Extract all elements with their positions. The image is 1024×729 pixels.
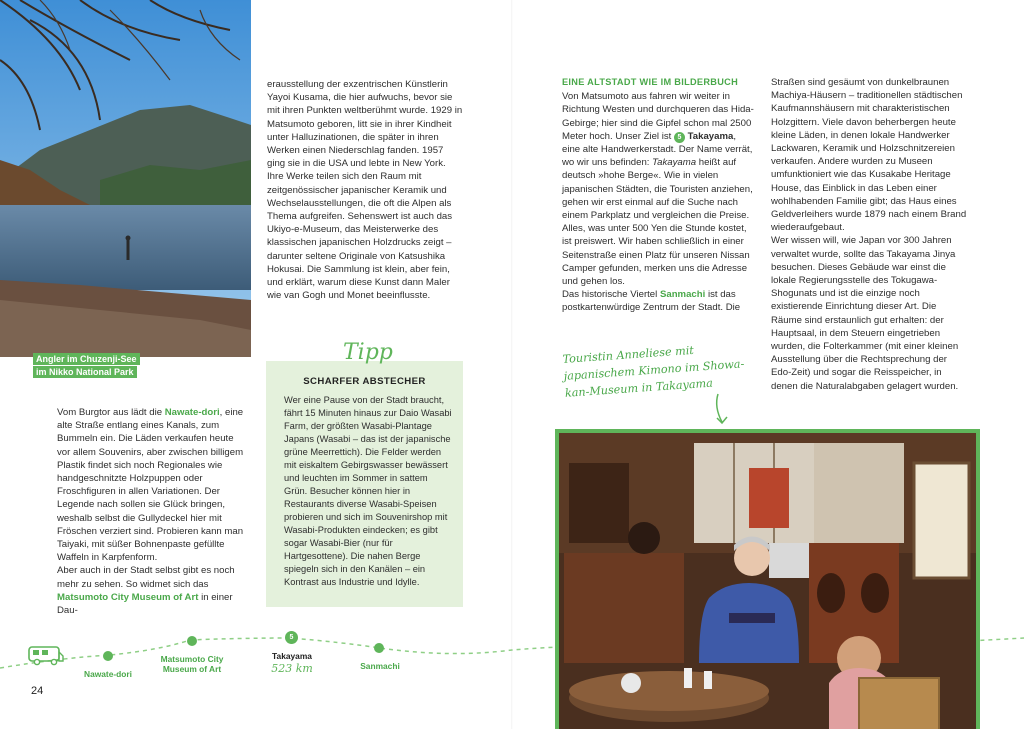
text: Aber auch in der Stadt selbst gibt es noch mehr zu sehen. So widmet sich das bbox=[57, 565, 235, 590]
route-stop-sanmachi: Sanmachi bbox=[360, 661, 400, 671]
left-column-1 bbox=[57, 406, 249, 617]
route-stop-dot bbox=[374, 643, 384, 653]
caption-line-1: Angler im Chuzenji-See bbox=[33, 353, 140, 365]
sanmachi-link: Sanmachi bbox=[659, 289, 706, 301]
route-stop-takayama: Takayama bbox=[272, 651, 312, 661]
lake-photo bbox=[0, 0, 251, 357]
right-col1-paragraph-2 bbox=[562, 288, 754, 314]
text: Vom Burgtor aus lädt die bbox=[57, 407, 163, 418]
col2-paragraph: erausstellung der exzentrischen Künstlerin Yayoi Kusama, die hier aufwuchs, bevor sie mit ihren Punkten weltberühmt wurde. 1929 in Matsumoto geboren, litt sie in ihrer Kindheit unter Halluzinationen, die später in ihren Werken einen Niederschlag fanden. 1957 ging sie in die USA und lebte in New York. Ihre Werke teilen sich den Raum mit zeitgenössischer japanischer Keramik und Wechselausstellungen, die oft die Alpen als Thema aufgreifen. Sehenswert ist auch das Ukiyo-e-Museum, das Meisterwerke des klassischen japanischen Holzdrucks zeigt – darunter seltene Originale von Katsushika Hokusai. Die Sammlung ist klein, aber fein, und erklärt, warum diese Kunst dann Maler wie van Gogh und Monet beeinflusste. bbox=[267, 79, 463, 302]
col1-paragraph-2 bbox=[57, 564, 249, 617]
text: ist das postkartenwürdige Zentrum der Stadt. Die bbox=[562, 289, 741, 314]
page-number: 24 bbox=[31, 685, 44, 697]
left-column-2 bbox=[267, 78, 463, 302]
route-stop-number: 5 bbox=[285, 631, 298, 644]
photo-handwritten-caption: Touristin Anneliese mit japanischem Kimono im Showa-kan-Museum in Takayama bbox=[562, 343, 745, 400]
right-col1-paragraph-1 bbox=[562, 90, 754, 288]
text: , eine alte Handwerkerstadt. Der Name verrät, wo wir uns befinden: bbox=[562, 130, 753, 169]
lake-photo-caption bbox=[33, 353, 140, 379]
takayama-link: Takayama bbox=[687, 130, 734, 142]
book-spine bbox=[511, 0, 513, 729]
route-stop-dot bbox=[187, 636, 197, 646]
text: Von Matsumoto aus fahren wir weiter in Richtung Westen und durchqueren das Hida-Gebirge; hier sind die Gipfel schon mal 2500 Meter hoch. Unser Ziel ist bbox=[562, 91, 754, 142]
camper-van-icon bbox=[28, 644, 64, 666]
museum-photo bbox=[555, 429, 980, 729]
text: heißt auf deutsch »hohe Berge«. Wie in vielen japanischen Städten, die Touristen anziehen, gehen wir erst einmal auf die Suche nach einem Parkplatz und vergleichen die Preise. Alles, was unter 500 Yen die Stunde kostet, ist preiswert. Wir haben schließlich in einer Seitenstraße einen Platz für unseren Nissan Camper gefunden, merken uns die Adresse und gehen los. bbox=[562, 157, 753, 288]
route-distance: 523 km bbox=[271, 662, 313, 675]
route-stop-museum: Matsumoto City Museum of Art bbox=[160, 654, 224, 674]
text: Das historische Viertel bbox=[562, 289, 658, 301]
right-column-1 bbox=[562, 76, 754, 315]
nawate-dori-link: Nawate-dori bbox=[164, 407, 220, 418]
text: , eine alte Straße entlang eines Kanals, zum Bummeln ein. Die Läden verkaufen heute vor allem Souvenirs, aber zwischen billigem Plastik findet sich noch Regionales wie handgeschnitzte Holzpuppen oder Froschfiguren in allen Variationen. Der Legende nach sollen sie Glück bringen, weshalb selbst die Gullydeckel hier mit Fröschen verziert sind. Probieren kann man Taiyaki, mit süßer Bohnenpaste gefüllte Waffeln in Karpfenform. bbox=[57, 407, 244, 564]
route-stop-nawate: Nawate-dori bbox=[84, 669, 132, 679]
museum-link: Matsumoto City Museum of Art bbox=[57, 591, 199, 603]
text: Takayama bbox=[652, 157, 697, 169]
caption-line-2: im Nikko National Park bbox=[33, 366, 137, 378]
right-col2-paragraph-1: Straßen sind gesäumt von dunkelbraunen Machiya-Häusern – traditionellen städtischen Kaufmannshäusern mit charakteristischen Holzgittern. Viele davon beherbergen heute kleine Läden, in denen lokale Handwerker Lackwaren, Keramik und Holzschnitzereien verkaufen. Andere wurden zu Museen umfunktioniert wie das Kusakabe Heritage House, das Einblick in das Leben einer wohlhabenden Familie gibt; das Haus eines Geldverleihers wurde 1879 nach einem Brand wiederaufgebaut. bbox=[771, 77, 967, 234]
text: in einer Dau- bbox=[57, 591, 233, 617]
right-col2-paragraph-2: Wer wissen will, wie Japan vor 300 Jahren verwaltet wurde, sollte das Takayama Jinya besuchen. Dieses Gebäude war einst die lokale Regierungsstelle des Tokugawa-Shogunats und ist die einzige noch existierende Einrichtung dieser Art. Die Räume sind erstaunlich gut erhalten: der Hauptsaal, in dem Steuern eingetrieben wurden, die Folterkammer (mit einer kleinen Ausstellung über die Rechtsprechung der Edo-Zeit) und sogar die Reisspeicher, in denen die Naturalabgaben gelagert wurden. bbox=[771, 235, 959, 392]
right-column-2 bbox=[771, 76, 967, 393]
tip-text: Wer eine Pause von der Stadt braucht, fährt 15 Minuten hinaus zur Daio Wasabi Farm, der größten Wasabi-Plantage Japans (Wasabi – das ist der japanische grüne Meerrettich). Die Felder werden mit eiskaltem Gebirgswasser bewässert und leuchten im Sommer in sattem Grün. Besucher können hier in Restaurants diverse Wasabi-Speisen probieren und sich im Souvenirshop mit Wasabi-Produkten eindecken; es gibt sogar Wasabi-Bier (nur für Hartgesottene). Die nahen Berge spiegeln sich in den Kanälen – ein Kontrast aus Industrie und Idylle. bbox=[284, 395, 452, 587]
col1-paragraph-1 bbox=[57, 406, 249, 564]
tip-title: Tipp bbox=[343, 340, 393, 365]
section-heading: EINE ALTSTADT WIE IM BILDERBUCH bbox=[562, 77, 739, 87]
arrow-down-icon bbox=[712, 392, 732, 432]
route-stop-dot bbox=[103, 651, 113, 661]
stop-number-badge: 5 bbox=[674, 132, 685, 143]
tip-heading: SCHARFER ABSTECHER bbox=[303, 376, 426, 387]
